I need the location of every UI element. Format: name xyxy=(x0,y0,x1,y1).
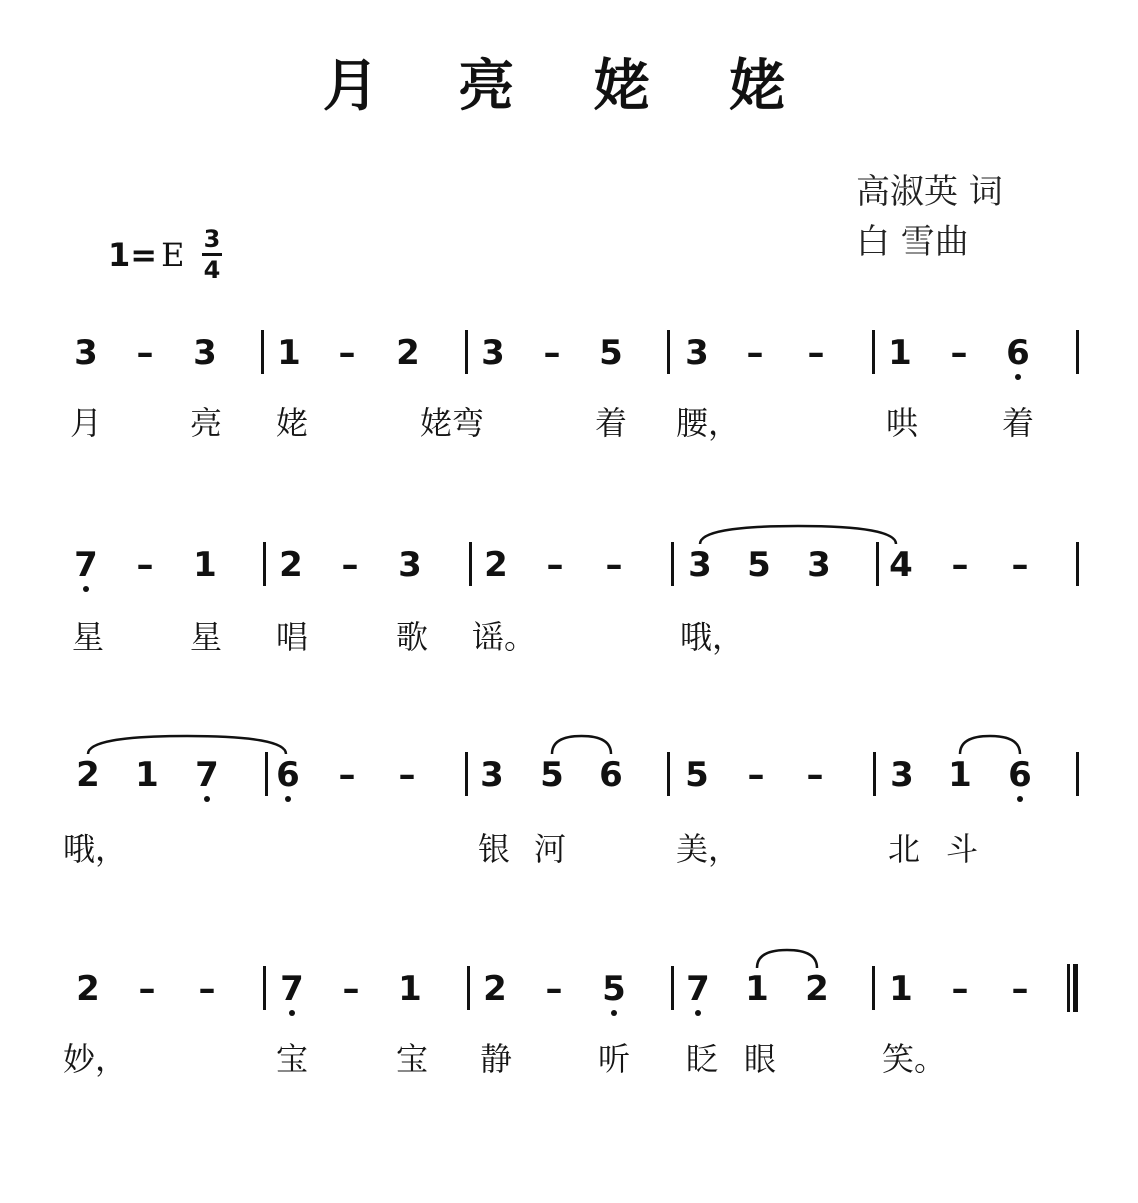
note: 5 xyxy=(685,755,709,795)
slur xyxy=(548,732,615,756)
extension-dash: – xyxy=(198,969,216,1009)
lyric: 美， xyxy=(675,830,741,868)
time-beats: 3 xyxy=(203,225,221,253)
note: 5 xyxy=(599,333,623,373)
note: 2 xyxy=(279,545,303,585)
extension-dash: – xyxy=(338,755,356,795)
bar-line xyxy=(1076,542,1079,586)
bar-line xyxy=(469,542,472,586)
extension-dash: – xyxy=(1011,545,1029,585)
bar-line xyxy=(671,966,674,1010)
lyric: 月 xyxy=(69,404,103,442)
note: 4 xyxy=(889,545,913,585)
bar-line xyxy=(872,966,875,1010)
lyric: 星 xyxy=(71,618,105,656)
note: 7 xyxy=(280,969,304,1009)
note: 1 xyxy=(193,545,217,585)
lyric: 银 xyxy=(477,830,511,868)
note: 1 xyxy=(398,969,422,1009)
note: 3 xyxy=(688,545,712,585)
lyric: 姥 xyxy=(275,404,309,442)
extension-dash: – xyxy=(807,333,825,373)
key-letter: E xyxy=(161,236,185,274)
lyric: 斗 xyxy=(945,830,979,868)
lyricist-credit: 高淑英 词 xyxy=(856,172,1003,212)
lyric: 河 xyxy=(533,830,567,868)
extension-dash: – xyxy=(338,333,356,373)
lyric: 星 xyxy=(189,618,223,656)
extension-dash: – xyxy=(806,755,824,795)
bar-line xyxy=(263,542,266,586)
lyric: 哦， xyxy=(679,618,745,656)
lyric: 宝 xyxy=(275,1040,309,1078)
lyric: 哄 xyxy=(885,404,919,442)
low-octave-dot xyxy=(611,1010,617,1016)
note: 1 xyxy=(888,333,912,373)
final-bar-line xyxy=(1067,964,1078,1012)
extension-dash: – xyxy=(605,545,623,585)
note: 3 xyxy=(890,755,914,795)
note: 1 xyxy=(745,969,769,1009)
bar-line xyxy=(261,330,264,374)
extension-dash: – xyxy=(746,333,764,373)
note: 7 xyxy=(74,545,98,585)
extension-dash: – xyxy=(951,969,969,1009)
bar-line xyxy=(873,752,876,796)
low-octave-dot xyxy=(285,796,291,802)
key-equals: = xyxy=(130,236,158,274)
extension-dash: – xyxy=(950,333,968,373)
note: 2 xyxy=(805,969,829,1009)
extension-dash: – xyxy=(136,333,154,373)
lyric: 歌 xyxy=(395,618,429,656)
low-octave-dot xyxy=(1017,796,1023,802)
lyric: 宝 xyxy=(395,1040,429,1078)
bar-line xyxy=(263,966,266,1010)
note: 2 xyxy=(76,969,100,1009)
extension-dash: – xyxy=(543,333,561,373)
key-signature xyxy=(108,236,184,274)
extension-dash: – xyxy=(398,755,416,795)
bar-line xyxy=(467,966,470,1010)
bar-line xyxy=(1076,330,1079,374)
lyric: 听 xyxy=(597,1040,631,1078)
note: 3 xyxy=(685,333,709,373)
key-tonic: 1 xyxy=(108,236,131,274)
extension-dash: – xyxy=(545,969,563,1009)
time-signature xyxy=(202,226,222,283)
note: 5 xyxy=(747,545,771,585)
note: 6 xyxy=(1008,755,1032,795)
bar-line xyxy=(265,752,268,796)
time-unit: 4 xyxy=(203,256,221,284)
lyric: 笑。 xyxy=(881,1040,947,1078)
note: 5 xyxy=(540,755,564,795)
bar-line xyxy=(876,542,879,586)
lyric: 唱 xyxy=(275,618,309,656)
lyric: 谣。 xyxy=(471,618,537,656)
lyric: 着 xyxy=(594,404,628,442)
note: 3 xyxy=(481,333,505,373)
extension-dash: – xyxy=(1011,969,1029,1009)
slur xyxy=(753,946,821,970)
extension-dash: – xyxy=(136,545,154,585)
note: 3 xyxy=(807,545,831,585)
note: 5 xyxy=(602,969,626,1009)
note: 3 xyxy=(193,333,217,373)
extension-dash: – xyxy=(747,755,765,795)
slur xyxy=(956,732,1024,756)
slur xyxy=(696,522,900,546)
bar-line xyxy=(465,330,468,374)
lyric: 静 xyxy=(479,1040,513,1078)
lyric: 姥弯 xyxy=(419,404,485,442)
lyric: 妙， xyxy=(62,1040,128,1078)
lyric: 北 xyxy=(887,830,921,868)
note: 1 xyxy=(277,333,301,373)
song-title: 月 亮 姥 姥 xyxy=(322,53,816,119)
bar-line xyxy=(671,542,674,586)
bar-line xyxy=(667,330,670,374)
lyric: 哦， xyxy=(62,830,128,868)
note: 7 xyxy=(195,755,219,795)
bar-line xyxy=(1076,752,1079,796)
lyric: 腰， xyxy=(675,404,741,442)
note: 7 xyxy=(686,969,710,1009)
lyric: 着 xyxy=(1001,404,1035,442)
low-octave-dot xyxy=(1015,374,1021,380)
bar-line xyxy=(667,752,670,796)
low-octave-dot xyxy=(695,1010,701,1016)
note: 2 xyxy=(396,333,420,373)
low-octave-dot xyxy=(289,1010,295,1016)
note: 2 xyxy=(484,545,508,585)
extension-dash: – xyxy=(546,545,564,585)
note: 1 xyxy=(889,969,913,1009)
slur xyxy=(84,732,290,756)
note: 3 xyxy=(480,755,504,795)
low-octave-dot xyxy=(204,796,210,802)
bar-line xyxy=(872,330,875,374)
note: 6 xyxy=(599,755,623,795)
lyric: 亮 xyxy=(189,404,223,442)
extension-dash: – xyxy=(342,969,360,1009)
note: 2 xyxy=(483,969,507,1009)
note: 6 xyxy=(1006,333,1030,373)
extension-dash: – xyxy=(951,545,969,585)
extension-dash: – xyxy=(138,969,156,1009)
note: 3 xyxy=(398,545,422,585)
note: 2 xyxy=(76,755,100,795)
note: 1 xyxy=(135,755,159,795)
note: 6 xyxy=(276,755,300,795)
extension-dash: – xyxy=(341,545,359,585)
composer-credit: 白 雪曲 xyxy=(856,222,969,262)
note: 1 xyxy=(948,755,972,795)
lyric: 眨 xyxy=(685,1040,719,1078)
bar-line xyxy=(465,752,468,796)
note: 3 xyxy=(74,333,98,373)
low-octave-dot xyxy=(83,586,89,592)
lyric: 眼 xyxy=(743,1040,777,1078)
